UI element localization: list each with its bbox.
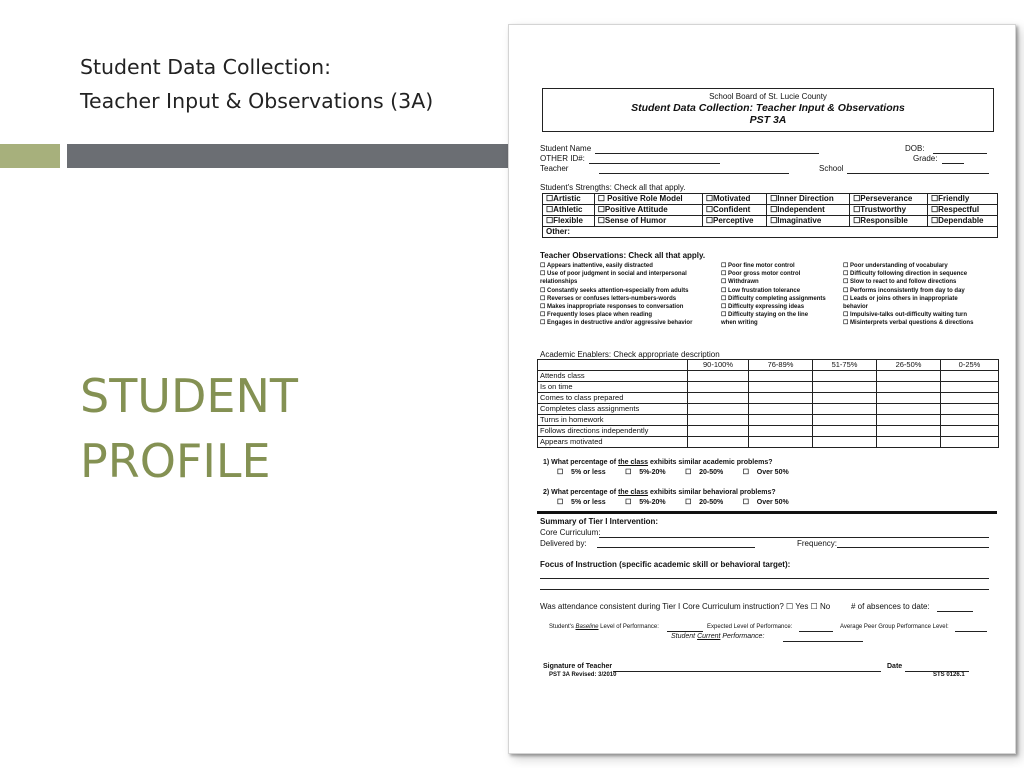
accent-bar xyxy=(67,144,512,168)
slide-title-line-2: Teacher Input & Observations (3A) xyxy=(80,89,434,113)
enablers-header: 76-89% xyxy=(749,360,813,371)
strength-checkbox[interactable]: ☐Positive Attitude xyxy=(594,205,702,216)
enablers-header-row xyxy=(538,360,999,371)
slide-title xyxy=(80,50,433,118)
question-2-suffix: exhibits similar behavioral problems? xyxy=(648,489,776,496)
enabler-cell[interactable] xyxy=(688,382,749,393)
strength-checkbox[interactable]: ☐Independent xyxy=(767,205,850,216)
table-row xyxy=(538,404,999,415)
observation-item[interactable]: ☐ Engages in destructive and/or aggressive behavior xyxy=(540,320,693,327)
strength-checkbox[interactable]: ☐Respectful xyxy=(927,205,997,216)
observation-item: behavior xyxy=(843,304,869,311)
observation-item[interactable]: ☐ Poor fine motor control xyxy=(721,263,795,269)
enabler-cell[interactable] xyxy=(941,404,999,415)
enabler-label: Follows directions independently xyxy=(538,426,688,437)
form-header xyxy=(542,88,994,132)
enabler-cell[interactable] xyxy=(749,437,813,448)
observation-item[interactable]: ☐ Poor understanding of vocabulary xyxy=(843,263,948,269)
form-revision: PST 3A Revised: 3/2010 xyxy=(549,672,617,678)
other-id-line xyxy=(589,163,720,164)
baseline-label xyxy=(549,624,659,630)
enabler-label: Appears motivated xyxy=(538,437,688,448)
section-heading-line-1: STUDENT xyxy=(80,369,298,423)
form-org: School Board of St. Lucie County xyxy=(709,92,827,101)
question-1-emphasis: the class xyxy=(618,459,649,466)
current-suffix: Performance: xyxy=(720,633,765,640)
strengths-row xyxy=(543,194,998,205)
observations-column-3 xyxy=(843,262,973,328)
enabler-cell[interactable] xyxy=(813,437,877,448)
date-label: Date xyxy=(887,663,903,670)
strengths-title: Student's Strengths: Check all that apply. xyxy=(540,183,686,192)
enablers-table xyxy=(537,359,999,448)
table-row xyxy=(538,415,999,426)
enabler-cell[interactable] xyxy=(877,393,941,404)
current-prefix: Student xyxy=(671,633,698,640)
section-divider xyxy=(537,511,997,514)
enabler-cell[interactable] xyxy=(749,371,813,382)
attendance-question[interactable]: Was attendance consistent during Tier I Core Curriculum instruction? ☐ Yes ☐ No xyxy=(540,602,831,611)
enabler-cell[interactable] xyxy=(813,382,877,393)
core-curriculum-label: Core Curriculum: xyxy=(540,528,601,537)
enabler-cell[interactable] xyxy=(688,393,749,404)
enabler-label: Attends class xyxy=(538,371,688,382)
strength-checkbox[interactable]: ☐Friendly xyxy=(927,194,997,205)
observations-column-2 xyxy=(721,262,826,328)
absences-label: # of absences to date: xyxy=(851,602,930,611)
question-2 xyxy=(543,488,776,498)
form-code: PST 3A xyxy=(749,114,787,126)
enabler-cell[interactable] xyxy=(877,404,941,415)
absences-line xyxy=(937,611,973,612)
observation-item: when writing xyxy=(721,320,758,327)
observation-item[interactable]: ☐ Frequently loses place when reading xyxy=(540,312,653,319)
other-id-label: OTHER ID#: xyxy=(540,154,585,163)
expected-label: Expected Level of Performance: xyxy=(707,624,793,630)
strength-checkbox[interactable]: ☐Confident xyxy=(702,205,766,216)
enabler-cell[interactable] xyxy=(877,371,941,382)
enabler-cell[interactable] xyxy=(941,426,999,437)
enablers-header: 51-75% xyxy=(813,360,877,371)
observation-item[interactable]: ☐ Withdrawn xyxy=(721,279,759,286)
strengths-other-row xyxy=(543,227,998,238)
enabler-cell[interactable] xyxy=(688,404,749,415)
observation-item[interactable]: ☐ Performs inconsistently from day to day xyxy=(843,287,965,294)
enabler-cell[interactable] xyxy=(941,393,999,404)
frequency-line xyxy=(837,547,989,548)
grade-label: Grade: xyxy=(913,154,938,163)
enablers-header xyxy=(538,360,688,371)
strength-checkbox[interactable]: ☐Trustworthy xyxy=(850,205,928,216)
accent-block xyxy=(0,144,60,168)
observation-item[interactable]: ☐ Poor gross motor control xyxy=(721,271,801,278)
expected-line xyxy=(799,631,833,632)
enabler-cell[interactable] xyxy=(749,415,813,426)
delivered-by-label: Delivered by: xyxy=(540,539,587,548)
strength-checkbox[interactable]: ☐Flexible xyxy=(543,216,595,227)
observations-title: Teacher Observations: Check all that apply. xyxy=(540,251,706,260)
slide-title-line-1: Student Data Collection: xyxy=(80,55,331,79)
observation-item[interactable]: ☐ Constantly seeks attention-especially from adults xyxy=(540,287,689,294)
signature-label: Signature of Teacher xyxy=(543,663,613,670)
form-document xyxy=(508,24,1016,754)
table-row xyxy=(538,382,999,393)
enabler-cell[interactable] xyxy=(877,437,941,448)
enablers-header: 90-100% xyxy=(688,360,749,371)
baseline-prefix: Student's xyxy=(549,624,576,630)
enabler-label: Turns in homework xyxy=(538,415,688,426)
strength-checkbox[interactable]: ☐Perceptive xyxy=(702,216,766,227)
dob-line xyxy=(933,153,987,154)
tier-summary-title: Summary of Tier I Intervention: xyxy=(540,517,659,526)
enablers-header: 26-50% xyxy=(877,360,941,371)
question-1 xyxy=(543,458,773,468)
observation-item[interactable]: ☐ Use of poor judgment in social and interpersonal xyxy=(540,271,687,278)
enabler-cell[interactable] xyxy=(813,371,877,382)
observation-item[interactable]: ☐ Reverses or confuses letters-numbers-words xyxy=(540,295,677,302)
strength-checkbox[interactable]: ☐Artistic xyxy=(543,194,595,205)
enabler-cell[interactable] xyxy=(877,382,941,393)
enabler-cell[interactable] xyxy=(749,404,813,415)
form-number: STS 0126.1 xyxy=(933,672,965,678)
strength-checkbox[interactable]: ☐Motivated xyxy=(702,194,766,205)
school-label: School xyxy=(819,164,844,173)
question-1-prefix: 1) What percentage of xyxy=(543,459,619,466)
question-2-emphasis: the class xyxy=(618,489,649,496)
enablers-header: 0-25% xyxy=(941,360,999,371)
strengths-row xyxy=(543,216,998,227)
enabler-cell[interactable] xyxy=(688,437,749,448)
current-label xyxy=(671,633,764,640)
section-heading xyxy=(80,364,298,494)
observation-item[interactable]: ☐ Leads or joins others in inappropriate xyxy=(843,295,958,302)
observations-column-1 xyxy=(540,262,692,328)
delivered-by-line xyxy=(597,547,755,548)
enabler-cell[interactable] xyxy=(941,371,999,382)
observation-item[interactable]: ☐ Difficulty following direction in sequence xyxy=(843,271,968,278)
enabler-label: Is on time xyxy=(538,382,688,393)
question-2-options[interactable]: ☐ 5% or less ☐ 5%-20% ☐ 20-50% ☐ Over 50% xyxy=(557,499,789,506)
teacher-line xyxy=(599,173,789,174)
strengths-other: Other: xyxy=(543,227,998,238)
question-1-options[interactable]: ☐ 5% or less ☐ 5%-20% ☐ 20-50% ☐ Over 50% xyxy=(557,469,789,476)
observation-item[interactable]: ☐ Slow to react to and follow directions xyxy=(843,279,957,286)
enabler-cell[interactable] xyxy=(813,393,877,404)
form-title: Student Data Collection: Teacher Input & Observations xyxy=(631,102,905,114)
strengths-row xyxy=(543,205,998,216)
strength-checkbox[interactable]: ☐Dependable xyxy=(927,216,997,227)
observation-item[interactable]: ☐ Difficulty staying on the line xyxy=(721,312,809,319)
strength-checkbox[interactable]: ☐Imaginative xyxy=(767,216,850,227)
student-name-label: Student Name xyxy=(540,144,592,153)
current-line xyxy=(783,641,863,642)
observation-item[interactable]: ☐ Difficulty expressing ideas xyxy=(721,304,805,311)
table-row xyxy=(538,437,999,448)
enabler-label: Comes to class prepared xyxy=(538,393,688,404)
enabler-cell[interactable] xyxy=(813,426,877,437)
peer-line xyxy=(955,631,987,632)
peer-label: Average Peer Group Performance Level: xyxy=(840,624,949,630)
enabler-cell[interactable] xyxy=(941,382,999,393)
focus-title: Focus of Instruction (specific academic skill or behavioral target): xyxy=(540,560,791,569)
observation-item[interactable]: ☐ Makes inappropriate responses to conversation xyxy=(540,304,684,311)
enabler-label: Completes class assignments xyxy=(538,404,688,415)
enabler-cell[interactable] xyxy=(877,426,941,437)
dob-label: DOB: xyxy=(905,144,925,153)
observation-item: relationships xyxy=(540,279,578,286)
frequency-label: Frequency: xyxy=(797,539,838,548)
strength-checkbox[interactable]: ☐Inner Direction xyxy=(767,194,850,205)
enabler-cell[interactable] xyxy=(688,426,749,437)
enabler-cell[interactable] xyxy=(688,371,749,382)
enabler-cell[interactable] xyxy=(941,415,999,426)
table-row xyxy=(538,371,999,382)
current-emphasis: Current xyxy=(697,633,721,640)
school-line xyxy=(847,173,989,174)
student-name-line xyxy=(595,153,819,154)
strength-checkbox[interactable]: ☐Responsible xyxy=(850,216,928,227)
focus-line-1 xyxy=(540,578,989,579)
observation-item[interactable]: ☐ Impulsive-talks out-difficulty waiting turn xyxy=(843,312,968,319)
enablers-title: Academic Enablers: Check appropriate description xyxy=(540,350,720,359)
strength-checkbox[interactable]: ☐Sense of Humor xyxy=(594,216,702,227)
observation-item[interactable]: ☐ Appears inattentive, easily distracted xyxy=(540,263,653,269)
enabler-cell[interactable] xyxy=(941,437,999,448)
strength-checkbox[interactable]: ☐ Positive Role Model xyxy=(594,194,702,205)
section-heading-line-2: PROFILE xyxy=(80,434,271,488)
signature-line xyxy=(613,671,881,672)
enabler-cell[interactable] xyxy=(813,415,877,426)
baseline-line xyxy=(667,631,703,632)
strengths-table xyxy=(542,193,998,238)
enabler-cell[interactable] xyxy=(749,393,813,404)
grade-line xyxy=(942,163,964,164)
observation-item[interactable]: ☐ Difficulty completing assignments xyxy=(721,295,826,302)
enabler-cell[interactable] xyxy=(813,404,877,415)
strength-checkbox[interactable]: ☐Athletic xyxy=(543,205,595,216)
baseline-emphasis: Baseline xyxy=(575,624,599,630)
observation-item[interactable]: ☐ Low frustration tolerance xyxy=(721,287,801,294)
baseline-suffix: Level of Performance: xyxy=(598,624,659,630)
observation-item[interactable]: ☐ Misinterprets verbal questions & directions xyxy=(843,320,974,327)
enabler-cell[interactable] xyxy=(877,415,941,426)
enabler-cell[interactable] xyxy=(688,415,749,426)
core-curriculum-line xyxy=(599,537,989,538)
question-2-prefix: 2) What percentage of xyxy=(543,489,619,496)
enabler-cell[interactable] xyxy=(749,426,813,437)
table-row xyxy=(538,393,999,404)
teacher-label: Teacher xyxy=(540,164,569,173)
question-1-suffix: exhibits similar academic problems? xyxy=(648,459,773,466)
table-row xyxy=(538,426,999,437)
strength-checkbox[interactable]: ☐Perseverance xyxy=(850,194,928,205)
enabler-cell[interactable] xyxy=(749,382,813,393)
focus-line-2 xyxy=(540,589,989,590)
